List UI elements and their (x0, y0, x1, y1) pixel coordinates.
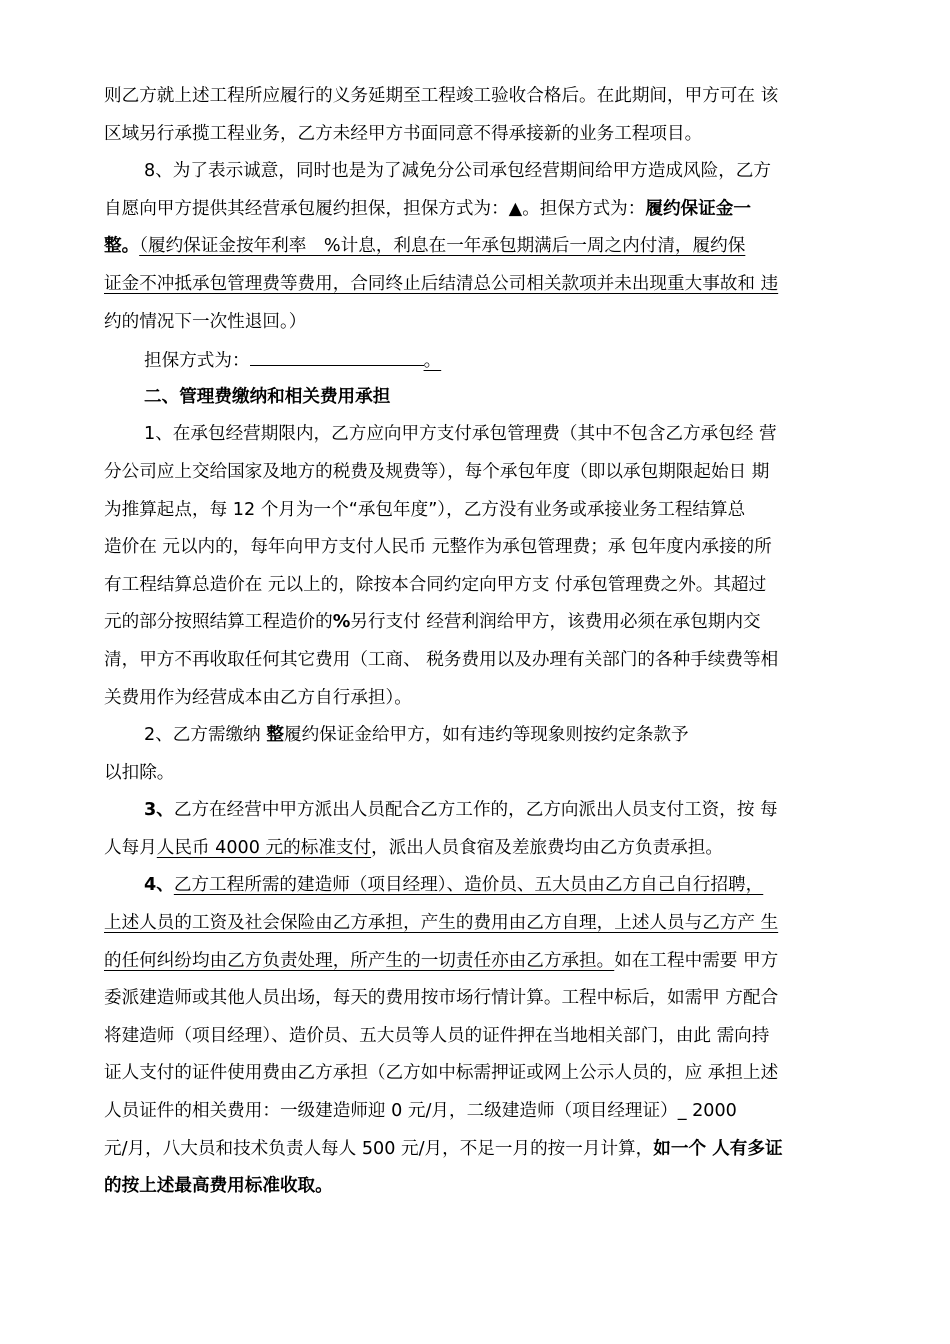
text-line: 将建造师（项目经理）、造价员、五大员等人员的证件押在当地相关部门，由此 需向持 (104, 1025, 770, 1046)
bold-text: 整 (266, 725, 284, 746)
clause-2 (104, 717, 848, 755)
text-line (104, 228, 848, 266)
text-line: 有工程结算总造价在 元以上的，除按本合同约定向甲方支 付承包管理费之外。其超过 (104, 574, 767, 595)
text-segment: 另行支付 经营利润给甲方，该费用必须在承包期内交 (350, 612, 761, 633)
text-line: 关费用作为经营成本由乙方自行承担）。 (104, 687, 412, 708)
guarantee-method-line (104, 341, 848, 379)
text-line: 约的情况下一次性退回。） (104, 311, 307, 332)
clause-8: 8、为了表示诚意，同时也是为了减免分公司承包经营期间给甲方造成风险，乙方 (144, 161, 771, 182)
text-line (104, 191, 848, 229)
text-segment: 元/月，八大员和技术负责人每人 500 元/月，不足一月的按一月计算， (104, 1138, 654, 1159)
text-segment: 人每月 (104, 837, 157, 858)
text-segment: 如在工程中需要 甲方 (614, 950, 779, 971)
bold-text: % (332, 612, 351, 633)
clause-number: 4、 (144, 875, 174, 896)
text-line (104, 943, 848, 981)
underlined-text: 乙方工程所需的建造师（项目经理）、造价员、五大员由乙方自己自行招聘， (173, 875, 764, 896)
text-line: 证人支付的证件使用费由乙方承担（乙方如中标需押证或网上公示人员的，应 承担上述 (104, 1063, 779, 1084)
bold-text: 履约保证金一 (645, 198, 751, 219)
text-segment: 2、乙方需缴纳 (144, 725, 267, 746)
text-line (104, 604, 848, 642)
text-segment: 履约保证金给甲方，如有违约等现象则按约定条款予 (283, 725, 689, 746)
text-line: 委派建造师或其他人员出场，每天的费用按市场行情计算。工程中标后，如需甲 方配合 (104, 988, 779, 1009)
text-segment: 元的部分按照结算工程造价的 (104, 612, 333, 633)
bold-line: 的按上述最高费用标准收取。 (104, 1176, 333, 1197)
underlined-text: （履约保证金按年利率 %计息，利息在一年承包期满后一周之内付清，履约保 (139, 236, 746, 257)
text-line (104, 830, 848, 868)
text-line: 造价在 元以内的，每年向甲方支付人民币 元整作为承包管理费；承 包年度内承接的所 (104, 537, 772, 558)
text-line: 则乙方就上述工程所应履行的义务延期至工程竣工验收合格后。在此期间，甲方可在 该 (104, 86, 779, 106)
underlined-line: 上述人员的工资及社会保险由乙方承担，产生的费用由乙方自理，上述人员与乙方产 生 (104, 913, 779, 934)
text-segment: ，派出人员食宿及差旅费均由乙方负责承担。 (371, 837, 723, 858)
guarantee-blank (250, 341, 424, 366)
underlined-text: 人民币 4000 元的标准支付 (156, 837, 372, 858)
underlined-text: 的任何纠纷均由乙方负责处理，所产生的一切责任亦由乙方承担。 (104, 950, 615, 971)
clause-1: 1、在承包经营期限内，乙方应向甲方支付承包管理费（其中不包含乙方承包经 营 (144, 424, 777, 445)
text-line: 区域另行承揽工程业务，乙方未经甲方书面同意不得承接新的业务工程项目。 (104, 123, 703, 144)
guarantee-end: 。 (423, 351, 442, 372)
clause-4 (104, 867, 848, 905)
text-segment: 自愿向甲方提供其经营承包履约担保，担保方式为：▲。担保方式为： (104, 198, 646, 219)
text-line: 分公司应上交给国家及地方的税费及规费等），每个承包年度（即以承包期限起始日 期 (104, 461, 770, 482)
clause-3 (104, 792, 848, 830)
underlined-line: 证金不冲抵承包管理费等费用，合同终止后结清总公司相关款项并未出现重大事故和 违 (104, 273, 779, 294)
text-line: 人员证件的相关费用：一级建造师迎 0 元/月，二级建造师（项目经理证）_ 2000 (104, 1101, 737, 1122)
text-line: 以扣除。 (104, 762, 175, 783)
clause-number: 3、 (144, 800, 174, 821)
text-line: 为推算起点，每 12 个月为一个“承包年度”），乙方没有业务或承接业务工程结算总 (104, 499, 746, 520)
text-segment: 乙方在经营中甲方派出人员配合乙方工作的，乙方向派出人员支付工资，按 每 (173, 800, 778, 821)
contract-page (104, 78, 848, 1206)
bold-text: 整。 (104, 236, 140, 257)
text-line (104, 1131, 848, 1169)
guarantee-label: 担保方式为： (144, 351, 250, 372)
text-line: 清，甲方不再收取任何其它费用（工商、 税务费用以及办理有关部门的各种手续费等相 (104, 649, 779, 670)
bold-text: 如一个 人有多证 (653, 1138, 783, 1159)
section-heading: 二、管理费缴纳和相关费用承担 (144, 386, 391, 407)
